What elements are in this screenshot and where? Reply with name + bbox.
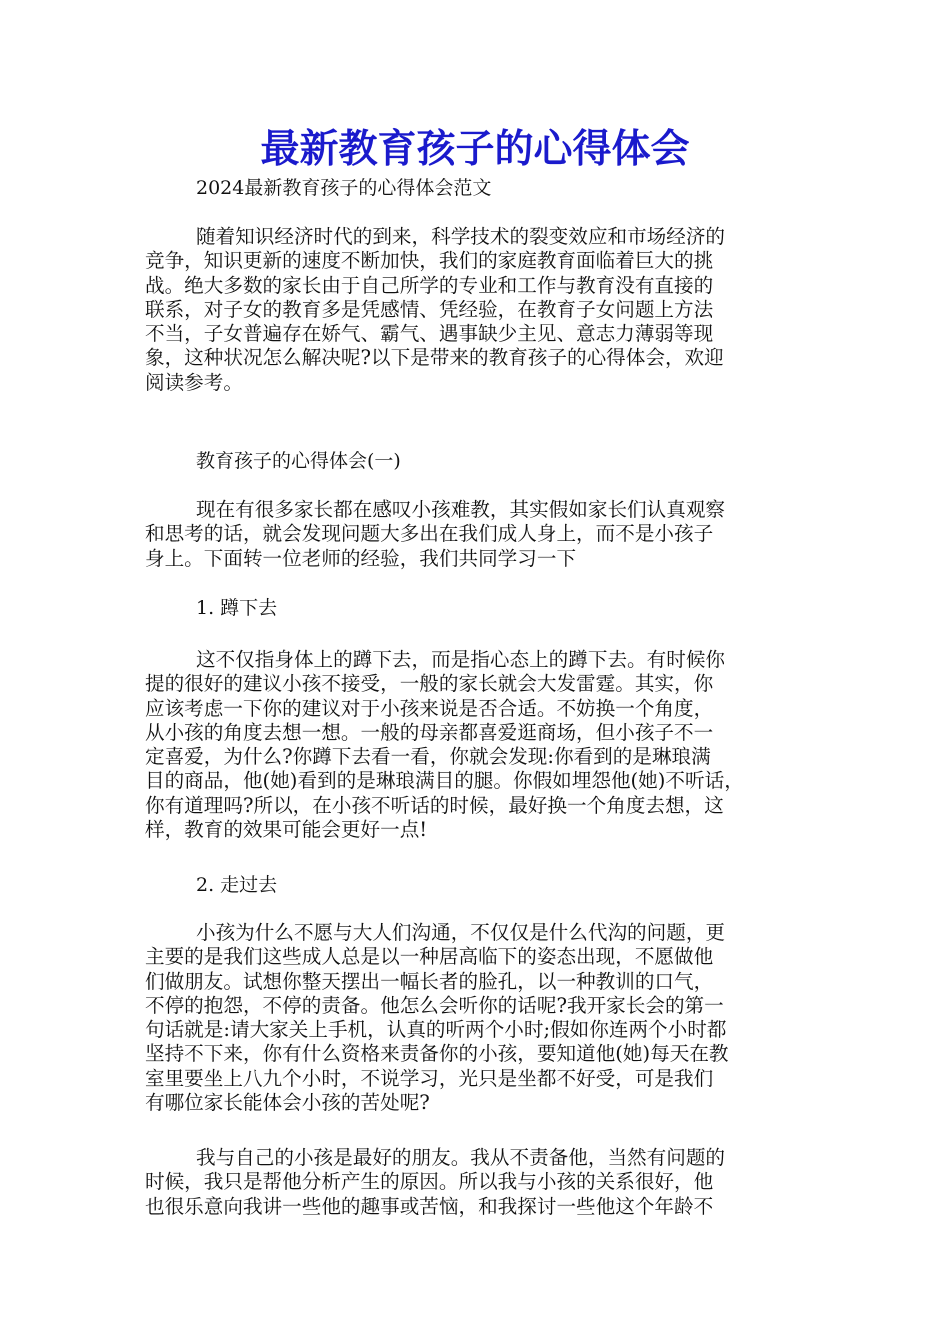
text-line: 你有道理吗?所以，在小孩不听话的时候，最好换一个角度去想，这 xyxy=(145,793,724,817)
text-line: 目的商品，他(她)看到的是琳琅满目的腿。你假如埋怨他(她)不听话， xyxy=(145,769,744,793)
text-line: 身上。下面转一位老师的经验，我们共同学习一下 xyxy=(145,546,577,570)
paragraph-4 xyxy=(145,1146,815,1219)
paragraph-2 xyxy=(145,648,815,842)
text-line: 阅读参考。 xyxy=(145,370,243,394)
subtitle: 2024最新教育孩子的心得体会范文 xyxy=(196,177,492,199)
text-line: 我与自己的小孩是最好的朋友。我从不责备他，当然有问题的 xyxy=(196,1146,726,1169)
text-line: 从小孩的角度去想一想。一般的母亲都喜爱逛商场，但小孩子不一 xyxy=(145,720,714,744)
text-line: 小孩为什么不愿与大人们沟通，不仅仅是什么代沟的问题，更 xyxy=(196,921,726,944)
text-line: 现在有很多家长都在感叹小孩难教，其实假如家长们认真观察 xyxy=(196,498,726,521)
page-title: 最新教育孩子的心得体会 xyxy=(260,127,690,172)
item-heading-2: 2. 走过去 xyxy=(196,874,278,896)
text-line: 室里要坐上八九个小时，不说学习，光只是坐都不好受，可是我们 xyxy=(145,1066,714,1090)
text-line: 随着知识经济时代的到来，科学技术的裂变效应和市场经济的 xyxy=(196,225,726,248)
text-line: 有哪位家长能体会小孩的苦处呢? xyxy=(145,1091,430,1115)
text-line: 坚持不下来，你有什么资格来责备你的小孩，要知道他(她)每天在教 xyxy=(145,1042,729,1066)
section-heading: 教育孩子的心得体会(一) xyxy=(196,450,401,472)
text-line: 定喜爱，为什么?你蹲下去看一看，你就会发现:你看到的是琳琅满 xyxy=(145,745,711,769)
text-line: 竞争，知识更新的速度不断加快，我们的家庭教育面临着巨大的挑 xyxy=(145,249,714,273)
text-line: 应该考虑一下你的建议对于小孩来说是否合适。不妨换一个角度， xyxy=(145,696,714,720)
intro-paragraph xyxy=(145,225,815,395)
item-heading-1: 1. 蹲下去 xyxy=(196,597,278,619)
text-line: 联系，对子女的教育多是凭感情、凭经验，在教育子女问题上方法 xyxy=(145,297,714,321)
text-line: 也很乐意向我讲一些他的趣事或苦恼，和我探讨一些他这个年龄不 xyxy=(145,1194,714,1218)
paragraph-3 xyxy=(145,921,815,1115)
text-line: 句话就是:请大家关上手机，认真的听两个小时;假如你连两个小时都 xyxy=(145,1018,727,1042)
text-line: 不当，子女普遍存在娇气、霸气、遇事缺少主见、意志力薄弱等现 xyxy=(145,322,714,346)
text-line: 时候，我只是帮他分析产生的原因。所以我与小孩的关系很好，他 xyxy=(145,1170,714,1194)
text-line: 提的很好的建议小孩不接受，一般的家长就会大发雷霆。其实，你 xyxy=(145,672,714,696)
text-line: 和思考的话，就会发现问题大多出在我们成人身上，而不是小孩子 xyxy=(145,522,714,546)
text-line: 主要的是我们这些成人总是以一种居高临下的姿态出现，不愿做他 xyxy=(145,945,714,969)
text-line: 不停的抱怨，不停的责备。他怎么会听你的话呢?我开家长会的第一 xyxy=(145,993,724,1017)
text-line: 象，这种状况怎么解决呢?以下是带来的教育孩子的心得体会，欢迎 xyxy=(145,346,724,370)
text-line: 战。绝大多数的家长由于自己所学的专业和工作与教育没有直接的 xyxy=(145,273,714,297)
text-line: 们做朋友。试想你整天摆出一幅长者的脸孔，以一种教训的口气， xyxy=(145,969,714,993)
text-line: 样，教育的效果可能会更好一点! xyxy=(145,818,428,842)
text-line: 这不仅指身体上的蹲下去，而是指心态上的蹲下去。有时候你 xyxy=(196,648,726,671)
paragraph-1 xyxy=(145,498,815,571)
